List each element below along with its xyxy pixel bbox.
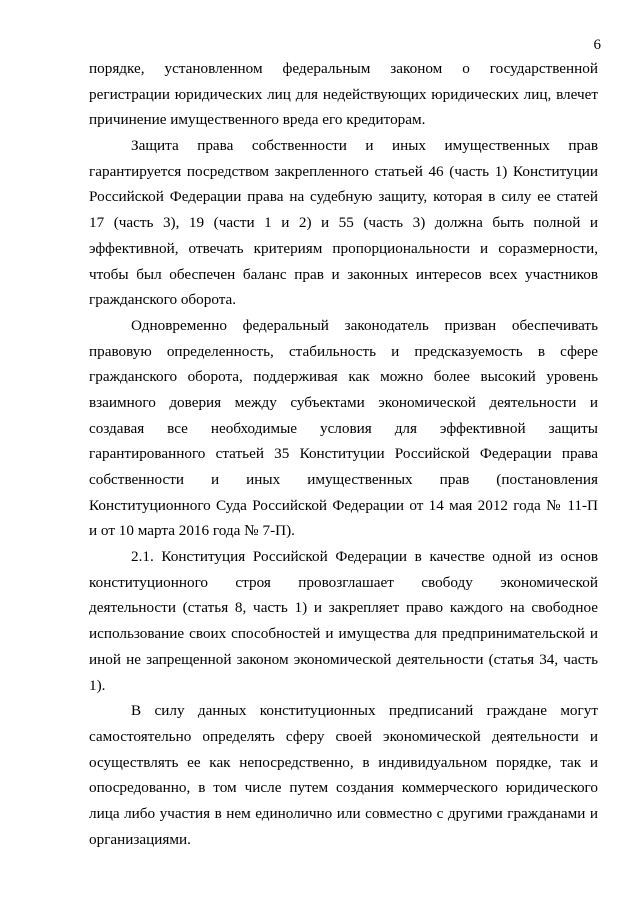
- text-line: создавая все необходимые условия для эффективной защиты: [89, 419, 598, 437]
- text-line: взаимного доверия между субъектами экономической деятельности и: [89, 393, 598, 411]
- text-line: правовую определенность, стабильность и предсказуемость в сфере: [89, 342, 598, 360]
- text-line: деятельности (статья 8, часть 1) и закрепляет право каждого на свободное: [89, 599, 598, 617]
- text-line: Защита права собственности и иных имущественных прав: [131, 137, 598, 155]
- text-line: Одновременно федеральный законодатель призван обеспечивать: [131, 316, 598, 334]
- document-body: [89, 56, 598, 852]
- text-line: использование своих способностей и имущества для предпринимательской и: [89, 625, 598, 643]
- paragraph: [89, 313, 598, 544]
- page-number: 6: [593, 37, 601, 53]
- text-line: лица либо участия в нем единолично или совместно с другими гражданами и: [89, 804, 598, 822]
- text-line: осуществлять ее как непосредственно, в индивидуальном порядке, так и: [89, 753, 598, 771]
- text-line: гражданского оборота.: [89, 291, 237, 309]
- text-line: порядке, установленном федеральным законом о государственной: [89, 60, 598, 77]
- text-line: самостоятельно определять сферу своей экономической деятельности и: [89, 727, 598, 745]
- text-line: чтобы был обеспечен баланс прав и законных интересов всех участников: [89, 265, 598, 283]
- text-line: собственности и иных имущественных прав (постановления: [89, 471, 598, 488]
- text-line: Российской Федерации права на судебную защиту, которая в силу ее статей: [89, 188, 598, 206]
- text-line: 17 (часть 3), 19 (части 1 и 2) и 55 (часть 3) должна быть полной и: [89, 214, 598, 232]
- text-line: иной не запрещенной законом экономической деятельности (статья 34, часть: [89, 650, 598, 668]
- text-line: эффективной, отвечать критериям пропорциональности и соразмерности,: [89, 239, 598, 257]
- text-line: 2.1. Конституция Российской Федерации в качестве одной из основ: [131, 548, 598, 566]
- text-line: В силу данных конституционных предписаний граждане могут: [131, 702, 598, 720]
- paragraph: [89, 56, 598, 133]
- text-line: гарантируется посредством закрепленного статьей 46 (часть 1) Конституции: [89, 162, 598, 180]
- text-line: гарантированного статьей 35 Конституции Российской Федерации права: [89, 445, 598, 463]
- text-line: и от 10 марта 2016 года № 7-П).: [89, 522, 295, 540]
- paragraph: [89, 544, 598, 698]
- text-line: организациями.: [89, 830, 191, 848]
- text-line: конституционного строя провозглашает свободу экономической: [89, 573, 598, 591]
- text-line: Конституционного Суда Российской Федерации от 14 мая 2012 года № 11-П: [89, 496, 598, 514]
- text-line: регистрации юридических лиц для недействующих юридических лиц, влечет: [89, 85, 598, 103]
- text-line: опосредованно, в том числе путем создания коммерческого юридического: [89, 779, 598, 797]
- paragraph: [89, 698, 598, 852]
- text-line: гражданского оборота, поддерживая как можно более высокий уровень: [89, 368, 598, 386]
- text-line: 1).: [89, 676, 106, 694]
- paragraph: [89, 133, 598, 313]
- text-line: причинение имущественного вреда его кредиторам.: [89, 111, 426, 129]
